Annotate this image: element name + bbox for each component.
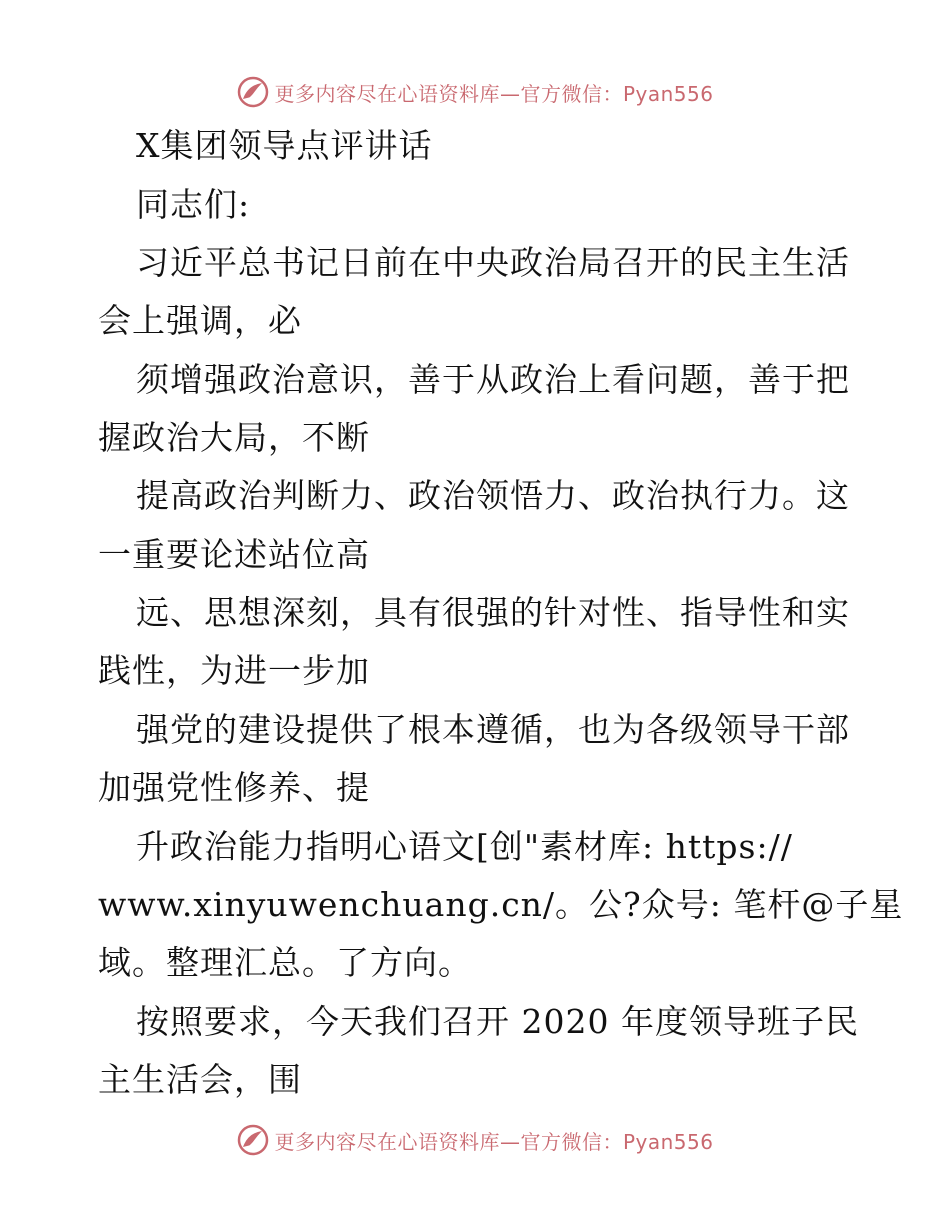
paragraph-line: 践性，为进一步加	[98, 651, 370, 690]
paragraph-line: 域。整理汇总。了方向。	[98, 943, 472, 982]
paragraph-line: 须增强政治意识，善于从政治上看问题，善于把	[136, 360, 850, 399]
paragraph-line: 加强党性修养、提	[98, 768, 370, 807]
paragraph-line: 提高政治判断力、政治领悟力、政治执行力。这	[136, 476, 850, 515]
paragraph-line: 升政治能力指明心语文[创"素材库: https://	[136, 827, 793, 866]
paragraph-line: 习近平总书记日前在中央政治局召开的民主生活	[136, 243, 850, 282]
footer-banner	[0, 1120, 950, 1160]
paragraph-line: 强党的建设提供了根本遵循，也为各级领导干部	[136, 710, 850, 749]
document-title: X集团领导点评讲话	[136, 126, 433, 165]
paragraph-line: 按照要求，今天我们召开 2020 年度领导班子民	[136, 1002, 859, 1041]
paragraph-line: 一重要论述站位高	[98, 535, 370, 574]
paragraph-line: 远、思想深刻，具有很强的针对性、指导性和实	[136, 593, 850, 632]
paragraph-line: www.xinyuwenchuang.cn/。公?众号: 笔杆@子星	[98, 885, 904, 924]
pen-logo-icon	[236, 1123, 270, 1157]
paragraph-line: 握政治大局，不断	[98, 418, 370, 457]
header-banner-text: 更多内容尽在心语资料库—官方微信：Pyan556	[274, 81, 714, 106]
paragraph-line: 会上强调，必	[98, 301, 302, 340]
salutation: 同志们:	[136, 185, 251, 224]
footer-banner-text: 更多内容尽在心语资料库—官方微信：Pyan556	[274, 1129, 714, 1154]
paragraph-line: 主生活会，围	[98, 1060, 302, 1099]
